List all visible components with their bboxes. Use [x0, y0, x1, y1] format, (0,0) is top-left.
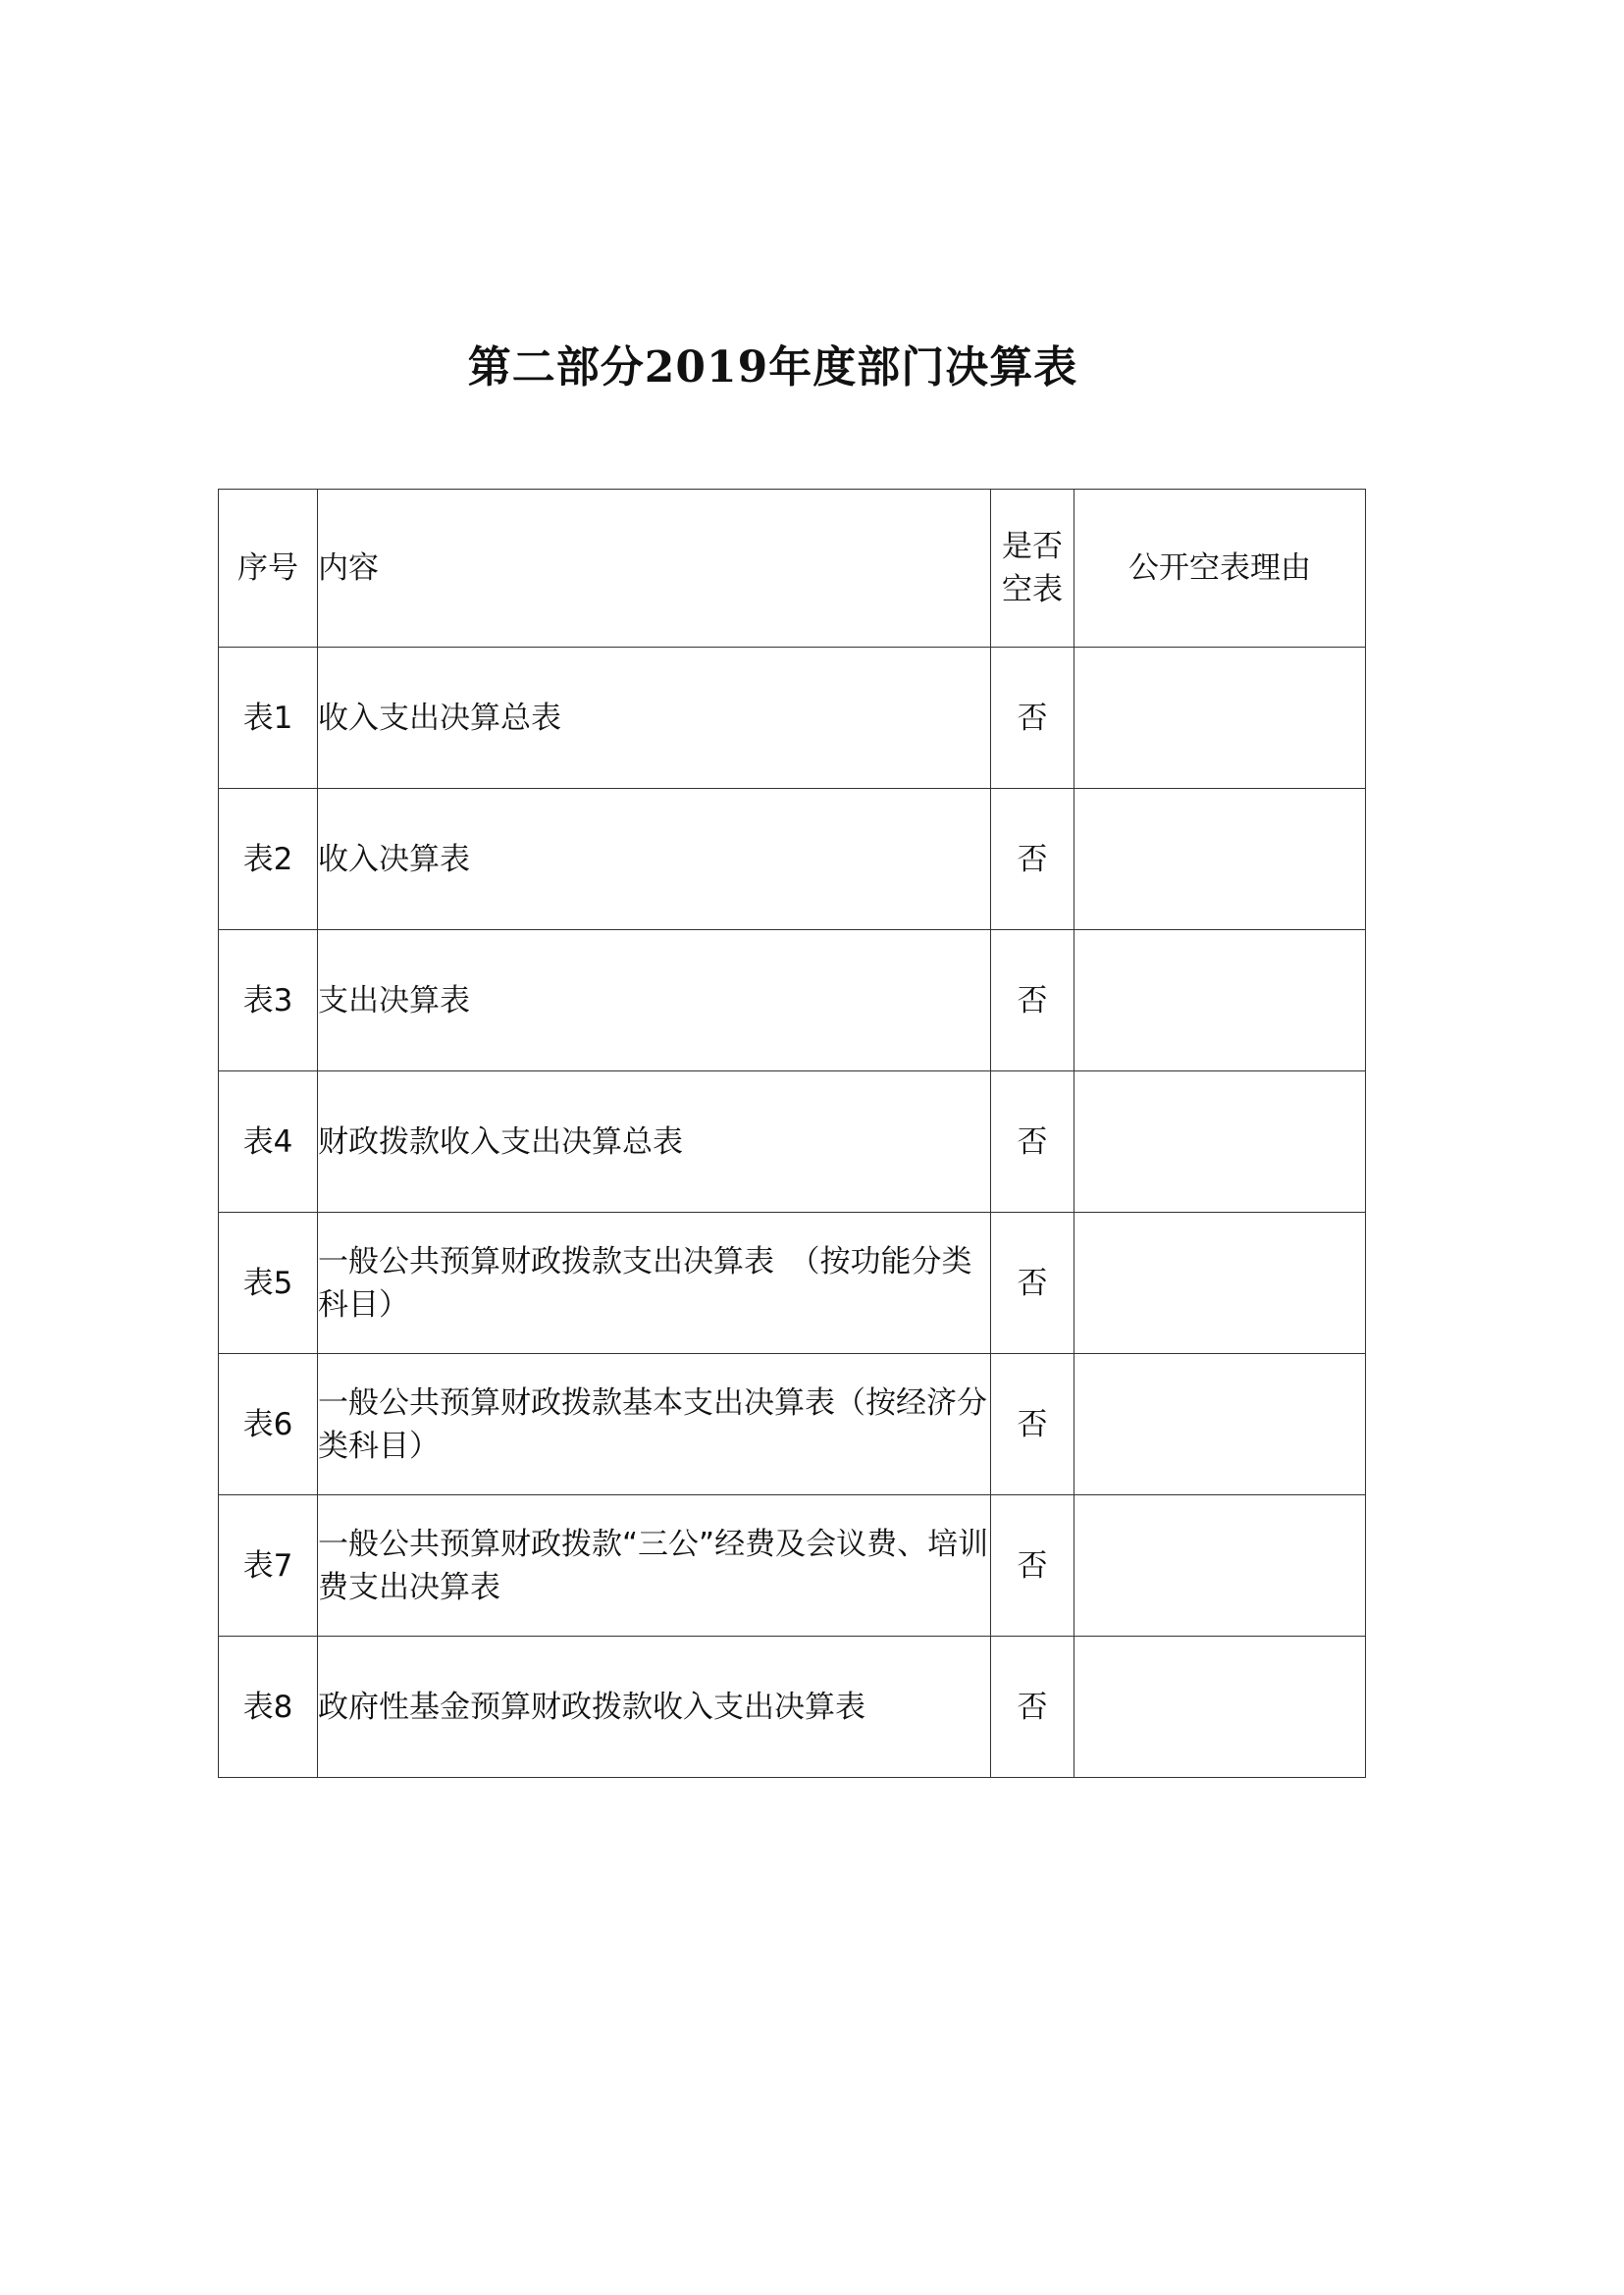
decision-table-index	[218, 489, 1366, 1778]
row-is-empty: 否	[991, 648, 1074, 789]
row-reason	[1074, 1071, 1366, 1213]
table-row	[219, 1071, 1366, 1213]
row-content: 一般公共预算财政拨款支出决算表 （按功能分类科目）	[318, 1213, 991, 1354]
row-is-empty: 否	[991, 1071, 1074, 1213]
page-title: 第二部分2019年度部门决算表	[467, 342, 1078, 392]
header-content: 内容	[318, 490, 991, 648]
row-reason	[1074, 1213, 1366, 1354]
row-content: 支出决算表	[318, 930, 991, 1071]
row-reason	[1074, 930, 1366, 1071]
table-header-row	[219, 490, 1366, 648]
row-is-empty: 否	[991, 789, 1074, 930]
row-no: 表8	[219, 1637, 318, 1778]
row-is-empty: 否	[991, 1637, 1074, 1778]
table-row	[219, 930, 1366, 1071]
row-reason	[1074, 1637, 1366, 1778]
row-reason	[1074, 1495, 1366, 1637]
row-no: 表3	[219, 930, 318, 1071]
row-reason	[1074, 648, 1366, 789]
row-is-empty: 否	[991, 930, 1074, 1071]
row-content: 收入决算表	[318, 789, 991, 930]
row-content: 一般公共预算财政拨款基本支出决算表（按经济分类科目）	[318, 1354, 991, 1495]
table-row	[219, 1637, 1366, 1778]
row-content: 财政拨款收入支出决算总表	[318, 1071, 991, 1213]
row-reason	[1074, 1354, 1366, 1495]
row-content: 一般公共预算财政拨款“三公”经费及会议费、培训费支出决算表	[318, 1495, 991, 1637]
table-row	[219, 1495, 1366, 1637]
header-no: 序号	[219, 490, 318, 648]
table-row	[219, 1213, 1366, 1354]
row-no: 表2	[219, 789, 318, 930]
row-is-empty: 否	[991, 1213, 1074, 1354]
row-reason	[1074, 789, 1366, 930]
table-row	[219, 1354, 1366, 1495]
row-is-empty: 否	[991, 1354, 1074, 1495]
row-content: 政府性基金预算财政拨款收入支出决算表	[318, 1637, 991, 1778]
row-content: 收入支出决算总表	[318, 648, 991, 789]
row-no: 表7	[219, 1495, 318, 1637]
row-no: 表4	[219, 1071, 318, 1213]
header-is-empty: 是否空表	[991, 490, 1074, 648]
table-row	[219, 648, 1366, 789]
header-reason: 公开空表理由	[1074, 490, 1366, 648]
row-no: 表5	[219, 1213, 318, 1354]
row-no: 表6	[219, 1354, 318, 1495]
table-row	[219, 789, 1366, 930]
row-is-empty: 否	[991, 1495, 1074, 1637]
row-no: 表1	[219, 648, 318, 789]
